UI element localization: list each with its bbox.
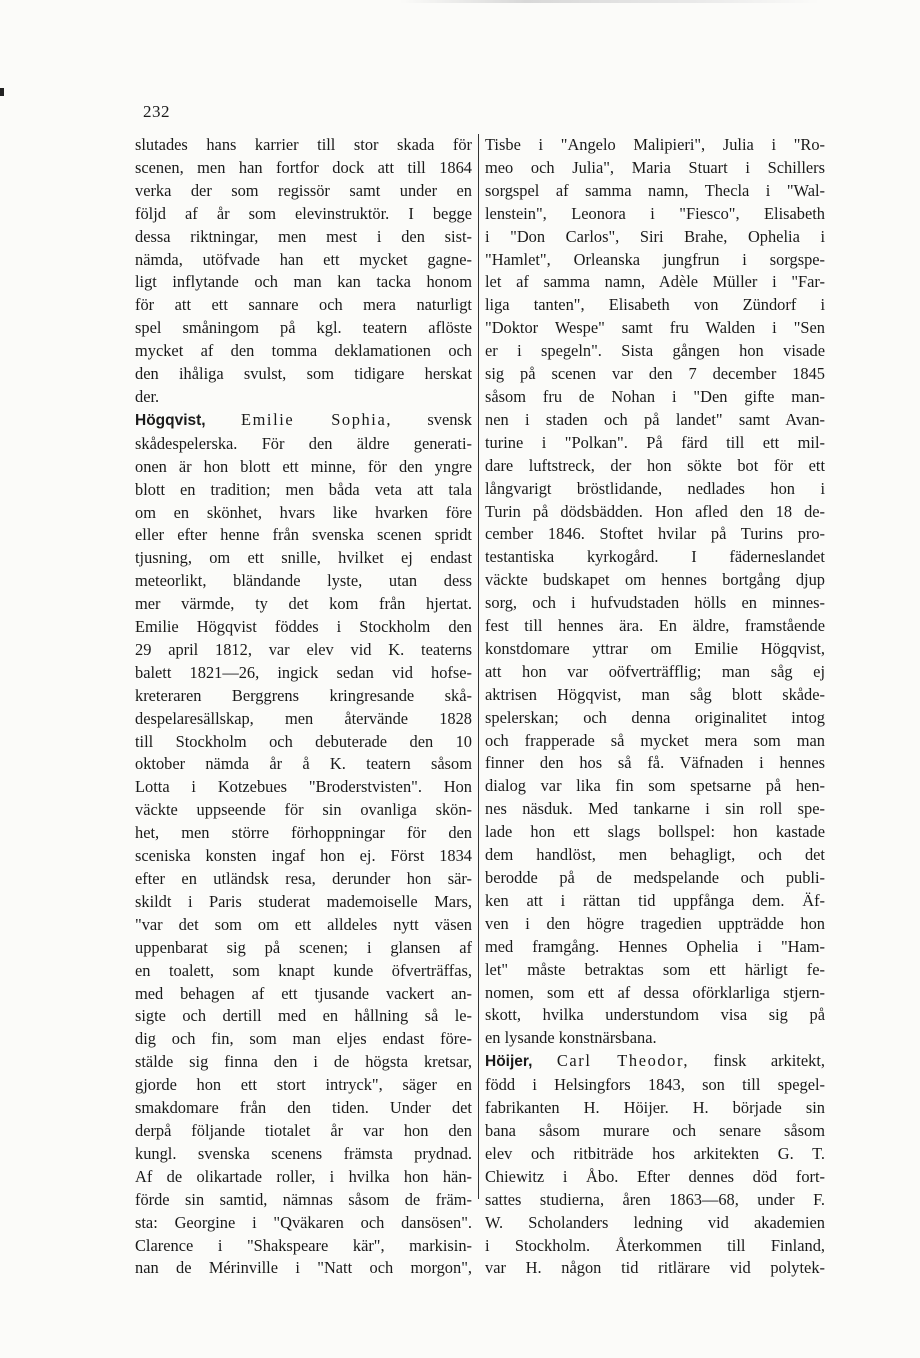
text-line: långvarigt bröstlidande, nedlades hon i — [485, 478, 825, 498]
text-line: finner den hos så få. Väfnaden i hennes — [485, 753, 825, 773]
text-line: cember 1846. Stoftet hvilar på Turins pro- — [485, 524, 825, 544]
text-line: sta: Georgine i "Qväkaren och dansösen". — [135, 1212, 472, 1232]
text-line: ken att i rättan tid uppfånga dem. Äf- — [485, 890, 825, 910]
text-line: Turin på dödsbädden. Hon afled den 18 de- — [485, 501, 825, 521]
text-line: dialog var lika fin som spetsarne på hen- — [485, 776, 825, 796]
text-line: väckte budskapet om hennes bortgång djup — [485, 570, 825, 590]
right-column-lines — [485, 134, 825, 1050]
text-line: ligt inflytande och man kan tacka honom — [135, 272, 472, 292]
text-line: nan de Mérinville i "Natt och morgon", — [135, 1258, 472, 1278]
text-line: uppenbarat sig på scenen; i glansen af — [135, 937, 472, 957]
text-line: bana såsom murare och senare såsom — [485, 1120, 825, 1140]
text-line: fest till hennes ära. En äldre, framstående — [485, 616, 825, 636]
text-line: mer värmde, ty det kom från hjertat. — [135, 594, 472, 614]
column-divider — [478, 134, 479, 1199]
text-line: fabrikanten H. Höijer. H. började sin — [485, 1098, 825, 1118]
entry-hoijer-first-line — [485, 1050, 825, 1074]
text-line: skott, hvilka understundom visa sig på — [485, 1005, 825, 1025]
text-line: sorg, och i hufvudstaden hölls en minnes- — [485, 593, 825, 613]
text-line: testantiska kyrkogård. I fäderneslandet — [485, 547, 825, 567]
text-line: såsom fru de Nohan i "Den gifte man- — [485, 386, 825, 406]
text-line: lade hon ett slags bollspel: hon kastade — [485, 822, 825, 842]
text-line: despelaresällskap, men återvände 1828 — [135, 708, 472, 728]
text-line: förde sin samtid, nämnas såsom de främ- — [135, 1189, 472, 1209]
text-line: meteorlikt, bländande lyste, utan dess — [135, 571, 472, 591]
right-column — [485, 134, 825, 1280]
text-line: let af samma namn, Adèle Müller i "Far- — [485, 272, 825, 292]
text-line: sceniska konsten ingaf hon ej. Först 1834 — [135, 846, 472, 866]
text-line: lenstein", Leonora i "Fiesco", Elisabeth — [485, 203, 825, 223]
text-line: kungl. svenska scenens främsta prydnad. — [135, 1143, 472, 1163]
text-line: Clarence i "Shakspeare kär", markisin- — [135, 1235, 472, 1255]
text-line: spel småningom på kgl. teatern aflöste — [135, 318, 472, 338]
text-line: om en skönhet, hvars like hvarken före — [135, 502, 472, 522]
text-line: sattes studierna, åren 1863—68, under F. — [485, 1189, 825, 1209]
text-line: till Stockholm och debuterade den 10 — [135, 731, 472, 751]
entry-hogqvist-first-line — [135, 409, 472, 433]
entry-headword-hogqvist: Högqvist, — [135, 411, 206, 429]
entry-first-line-rest: finsk arkitekt, — [713, 1051, 825, 1071]
text-line: mycket af den tomma deklamationen och — [135, 341, 472, 361]
text-line: 29 april 1812, var elev vid K. teaterns — [135, 639, 472, 659]
text-line: efter en utländsk resa, derunder hon sär- — [135, 869, 472, 888]
text-line: derpå följande tiotalet år var hon den — [135, 1120, 472, 1140]
text-line: "Hamlet", Orleanska jungfrun i sorgspe- — [485, 249, 825, 269]
text-line: nen i staden och på landet" samt Avan- — [485, 409, 825, 429]
text-line: sig på scenen var den 7 december 1845 — [485, 364, 825, 384]
left-column — [135, 134, 472, 1280]
text-line: verka der som regissör samt under en — [135, 180, 472, 200]
text-line: turine i "Polkan". På färd till ett mil- — [485, 432, 825, 452]
entry-hogqvist-body — [135, 433, 472, 1281]
text-line: sigte och dertill med en hållning så le- — [135, 1006, 472, 1026]
text-line: spelerskan; och denna originalitet intog — [485, 707, 825, 727]
text-line: smakdomare från den tiden. Under det — [135, 1098, 472, 1118]
text-line: att hon var oöfverträfflig; man såg ej — [485, 661, 825, 681]
text-line: i "Don Carlos", Siri Brahe, Ophelia i — [485, 226, 825, 246]
entry-name-hogqvist: Emilie Sophia, — [240, 409, 393, 429]
text-line: skådespelerska. För den äldre generati- — [135, 433, 472, 453]
text-line: Af de olikartade roller, i hvilka hon hän- — [135, 1166, 472, 1186]
text-line: en toalett, som knapt kunde öfverträffas, — [135, 960, 472, 980]
text-line: följd af år som elevinstruktör. I begge — [135, 203, 472, 223]
text-line: meo och Julia", Maria Stuart i Schillers — [485, 157, 825, 177]
text-line: dig och fin, som man eljes endast före- — [135, 1029, 472, 1049]
left-column-lines — [135, 134, 472, 409]
text-line: skildt i Paris studerat mademoiselle Mars, — [135, 891, 472, 911]
text-line: för att ett sannare och mera naturligt — [135, 295, 472, 315]
text-line: "Doktor Wespe" samt fru Walden i "Sen — [485, 318, 825, 338]
text-line: och frapperade så mycket mera som man — [485, 730, 825, 750]
text-line: het, men större förhoppningar för den — [135, 823, 472, 843]
text-line: onen är hon blott ett minne, för den yngre — [135, 456, 472, 476]
text-line: W. Scholanders ledning vid akademien — [485, 1212, 825, 1232]
text-line: kreteraren Berggrens kringresande skå- — [135, 685, 472, 705]
entry-headword-hoijer: Höijer, — [485, 1053, 533, 1071]
text-line: blott en tradition; men båda veta att tala — [135, 479, 472, 499]
text-line: nes näsduk. Med tankarne i sin roll spe- — [485, 799, 825, 819]
text-line: den ihåliga svulst, som tidigare herskat — [135, 364, 472, 384]
text-line: med behagen af ett tjusande vackert an- — [135, 983, 472, 1003]
text-line: en lysande konstnärsbana. — [485, 1028, 657, 1048]
text-line: balett 1821—26, ingick sedan vid hofse- — [135, 662, 472, 682]
scan-mark — [0, 88, 4, 96]
text-line: väckte uppseende för sin ovanliga skön- — [135, 800, 472, 820]
text-line: "var det som om ett alldeles nytt väsen — [135, 914, 472, 934]
text-line: gjorde hon ett stort intryck", säger en — [135, 1075, 472, 1095]
text-line: dessa riktningar, men mest i den sist- — [135, 226, 472, 246]
text-line: konstdomare yttrar om Emilie Högqvist, — [485, 638, 825, 658]
text-line: berodde på de medspelande och publi- — [485, 868, 825, 887]
text-line: nomen, som ett af dessa oförklarliga stjern- — [485, 982, 825, 1002]
text-line: född i Helsingfors 1843, son till spegel- — [485, 1075, 825, 1095]
text-line: i Stockholm. Återkommen till Finland, — [485, 1235, 825, 1255]
entry-first-line-rest: svensk — [427, 409, 472, 429]
text-line: var H. någon tid ritlärare vid polytek- — [485, 1258, 825, 1278]
text-line: Tisbe i "Angelo Malipieri", Julia i "Ro- — [485, 135, 825, 154]
text-line: liga tanten", Elisabeth von Zündorf i — [485, 295, 825, 315]
text-line: slutades hans karrier till stor skada för — [135, 135, 472, 154]
text-line: med framgång. Hennes Ophelia i "Ham- — [485, 936, 825, 956]
text-line: eller efter henne från svenska scenen spridt — [135, 525, 472, 545]
text-line: Chiewitz i Åbo. Efter dennes död fort- — [485, 1166, 825, 1186]
text-line: er i spegeln". Sista gången hon visade — [485, 341, 825, 361]
text-line: Emilie Högqvist föddes i Stockholm den — [135, 617, 472, 637]
page-number: 232 — [143, 102, 170, 121]
entry-name-hoijer: Carl Theodor, — [556, 1051, 690, 1071]
text-line: dem handlöst, men behagligt, och det — [485, 845, 825, 865]
text-line: stälde sig finna den i de högsta kretsar, — [135, 1052, 472, 1072]
text-line: der. — [135, 386, 160, 406]
text-line: ven i den högre tragedien uppträdde hon — [485, 913, 825, 933]
text-line: oktober nämda år å K. teatern såsom — [135, 754, 472, 774]
text-line: elev och ritbiträde hos arkitekten G. T. — [485, 1143, 825, 1163]
text-line: let" måste betraktas som ett härligt fe- — [485, 959, 825, 979]
text-line: tjusning, om ett snille, hvilket ej endast — [135, 548, 472, 568]
text-line: nämda, utöfvade han ett mycket gagne- — [135, 249, 472, 269]
entry-hoijer-body — [485, 1074, 825, 1280]
text-line: Lotta i Kotzebues "Broderstvisten". Hon — [135, 777, 472, 797]
text-line: sorgspel af samma namn, Thecla i "Wal- — [485, 180, 825, 200]
text-line: scenen, men han fortfor dock att till 1864 — [135, 157, 472, 177]
scan-edge-noise — [400, 0, 820, 3]
text-line: dare luftstreck, der hon sökte bot för ett — [485, 455, 825, 475]
text-line: aktrisen Högqvist, man såg blott skåde- — [485, 684, 825, 704]
